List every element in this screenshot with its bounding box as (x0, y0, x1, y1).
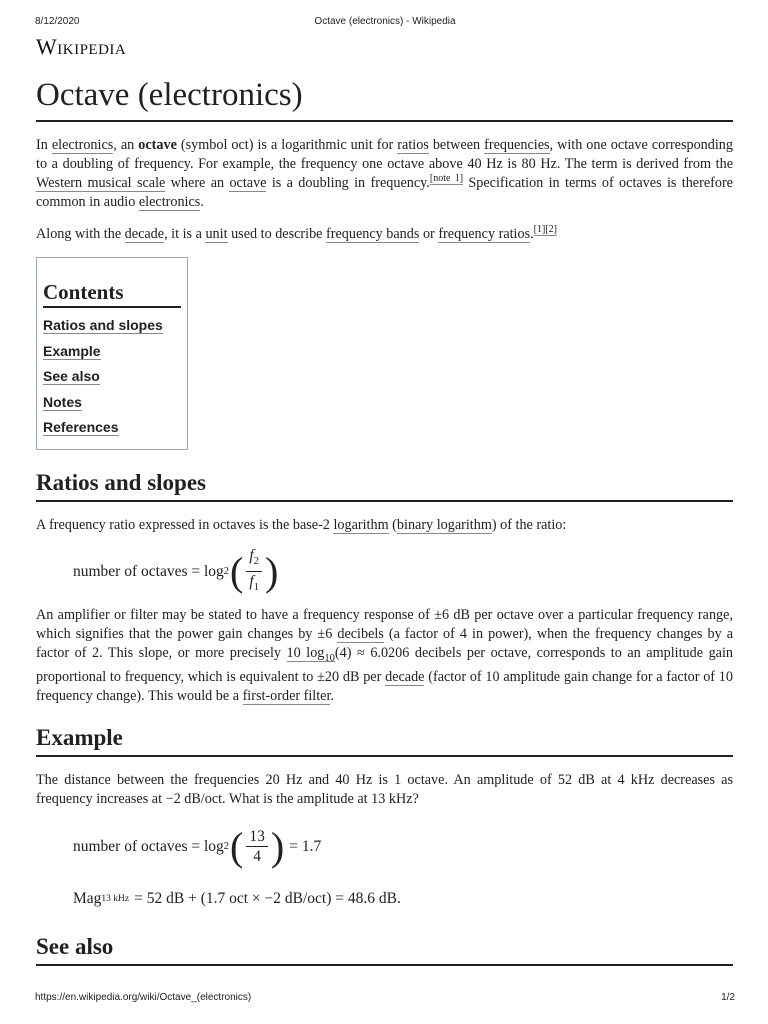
section-heading-see-also: See also (36, 932, 733, 966)
link-frequency-ratios[interactable]: frequency ratios (438, 226, 531, 242)
page-title: Octave (electronics) (36, 70, 733, 122)
wikipedia-wordmark[interactable]: Wikipedia (36, 34, 127, 59)
intro-paragraph-2: Along with the decade, it is a unit used to describe frequency bands or frequency ratios.[1][2] (36, 224, 558, 242)
formula-fraction: $\frac{f_2}{f_1}$ (246, 546, 262, 597)
print-date: 8/12/2020 (35, 16, 80, 27)
formula-example-octaves: number of octaves = log 2 ( $\frac{13}{4}$ ) = 1.7 (73, 823, 322, 869)
formula-number-of-octaves: number of octaves = log 2 ( $\frac{f_2}{f_1}$ ) (73, 547, 733, 597)
intro-paragraph: In electronics, an octave (symbol oct) is a logarithmic unit for ratios between frequencies, with one octave corresponding to a doubling of frequency. For example, the frequency one octave above 40 Hz is 80 Hz. The term is derived from the Western musical scale where an octave is a doubling in frequency.[note 1] Specification in terms of octaves is therefore common in audio electronics. (36, 137, 733, 210)
print-footer (35, 992, 735, 1006)
link-decade-2[interactable]: decade (385, 668, 425, 685)
toc-item-notes[interactable]: Notes (43, 393, 82, 410)
link-octave[interactable]: octave (229, 175, 267, 191)
toc-title: Contents (43, 280, 181, 308)
term-octave: octave (138, 137, 177, 153)
link-electronics[interactable]: electronics (51, 137, 114, 153)
toc-item-references[interactable]: References (43, 419, 119, 435)
link-decibels[interactable]: decibels (337, 625, 384, 642)
link-electronics-2[interactable]: electronics (138, 194, 201, 210)
link-first-order-filter[interactable]: first-order filter (242, 687, 331, 704)
link-frequencies[interactable]: frequencies (484, 137, 550, 153)
link-unit[interactable]: unit (205, 226, 228, 242)
ref-2[interactable]: [2] (545, 224, 558, 236)
toc-item-see-also[interactable]: See also (43, 368, 100, 384)
link-binary-logarithm[interactable]: binary logarithm (396, 516, 492, 533)
note-1-ref[interactable]: [note 1] (429, 173, 464, 185)
toc-item-example[interactable]: Example (43, 342, 101, 359)
print-url: https://en.wikipedia.org/wiki/Octave_(electronics) (35, 992, 252, 1003)
print-page-number: 1/2 (721, 992, 735, 1003)
ref-1[interactable]: [1] (533, 224, 546, 236)
link-logarithm[interactable]: logarithm (333, 516, 389, 533)
ratios-paragraph-1: A frequency ratio expressed in octaves is the base-2 logarithm (binary logarithm) of the ratio: (36, 516, 567, 533)
link-decade[interactable]: decade (124, 226, 165, 242)
link-western-musical-scale[interactable]: Western musical scale (36, 175, 166, 191)
print-header (35, 16, 735, 30)
formula-example-magnitude: Mag 13 kHz = 52 dB + (1.7 oct × −2 dB/oct) = 48.6 dB. (73, 889, 401, 907)
section-heading-ratios-and-slopes: Ratios and slopes (36, 468, 733, 502)
link-log10[interactable]: 10 $\log_{10}$ (286, 644, 335, 664)
link-frequency-bands[interactable]: frequency bands (326, 226, 420, 242)
ratios-paragraph-2: An amplifier or filter may be stated to have a frequency response of ±6 dB per octave over a particular frequency range, which signifies that the power gain changes by ±6 decibels (a factor of 4 in power), when the frequency changes by a factor of 2. This slope, or more precisely 10 $\log_{10}(4) \approx 6.0206$ decibels per octave, corresponds to an amplitude gain proportional to frequency, which is equivalent to ±20 dB per decade (factor of 10 amplitude gain change for a factor of 10 frequency change). This would be a first-order filter. (36, 606, 734, 704)
print-title: Octave (electronics) - Wikipedia (314, 16, 456, 27)
table-of-contents (36, 257, 188, 450)
article-content (36, 70, 733, 966)
section-heading-example: Example (36, 723, 733, 757)
example-paragraph: The distance between the frequencies 20 Hz and 40 Hz is 1 octave. An amplitude of 52 dB at 4 kHz decreases as frequency increases at −2 dB/oct. What is the amplitude at 13 kHz? (36, 771, 733, 807)
formula-example-fraction: $\frac{13}{4}$ (246, 827, 268, 866)
link-ratios[interactable]: ratios (397, 137, 429, 153)
toc-item-ratios-and-slopes[interactable]: Ratios and slopes (43, 317, 163, 333)
